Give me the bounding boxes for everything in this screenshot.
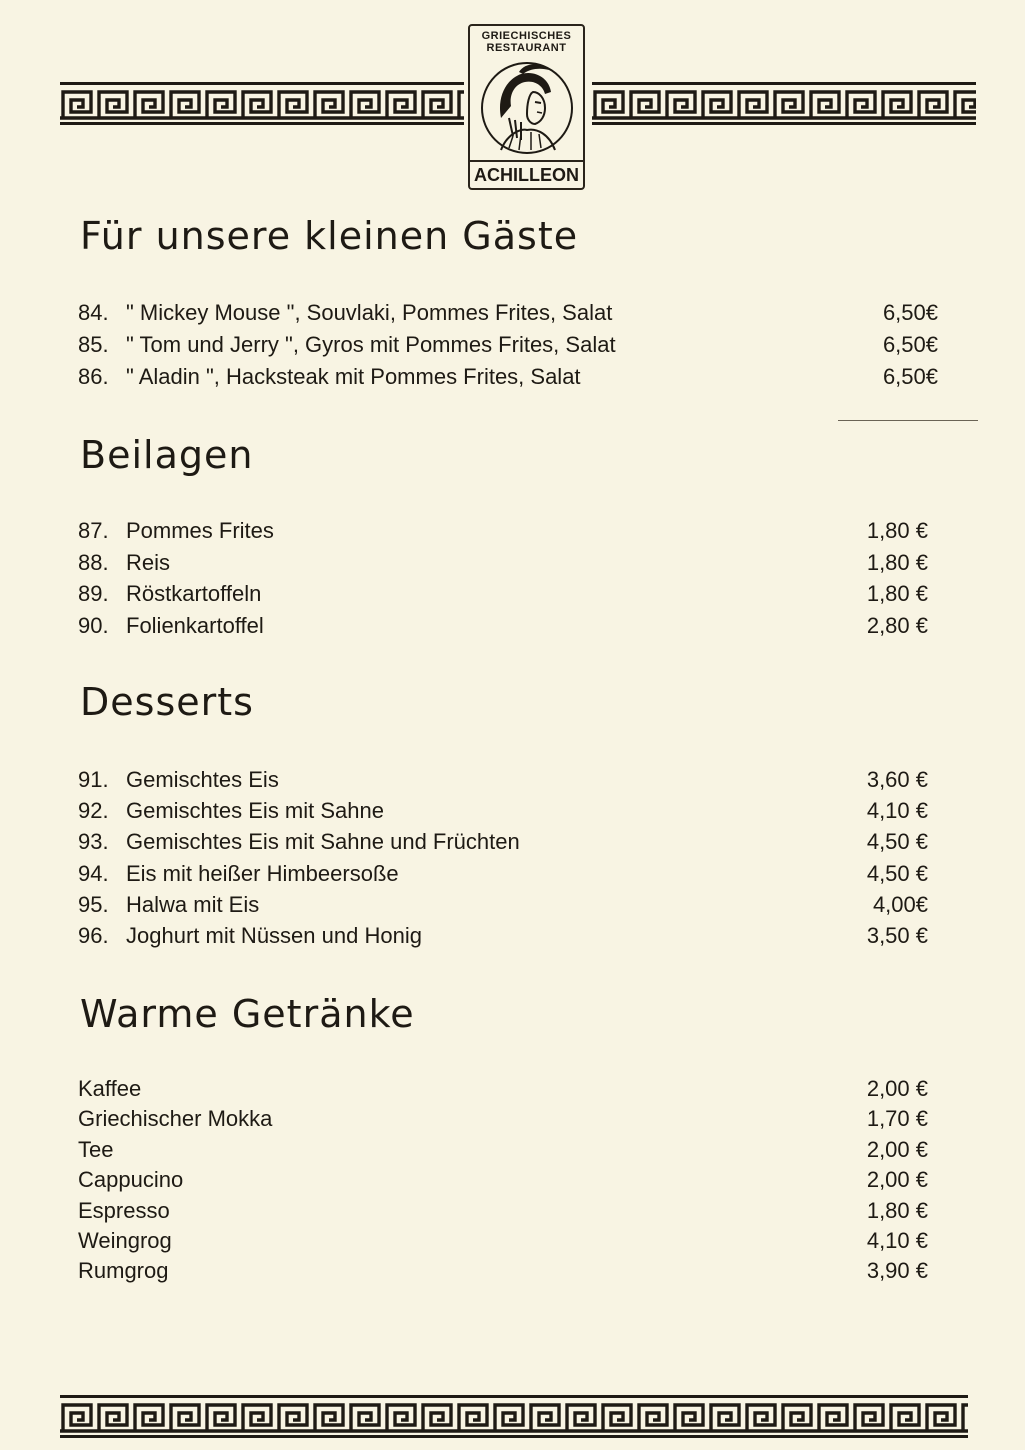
menu-item [78, 297, 938, 329]
item-price: 4,00€ [872, 891, 928, 917]
item-price: 1,70 € [866, 1106, 928, 1132]
item-number: 93. [78, 829, 109, 855]
item-number: 86. [78, 364, 109, 389]
menu-item [78, 515, 938, 547]
menu-item [78, 889, 938, 920]
greek-key-border-top-right [592, 88, 976, 120]
item-price: 4,10 € [866, 798, 928, 824]
menu-item [78, 1255, 938, 1285]
item-price: 4,10 € [866, 1227, 928, 1253]
item-number: 84. [78, 300, 109, 325]
item-name: Pommes Frites [126, 518, 274, 543]
item-number: 85. [78, 332, 109, 357]
item-price: 2,00 € [866, 1136, 928, 1162]
menu-item [78, 826, 938, 857]
item-price: 1,80 € [866, 518, 928, 543]
logo-restaurant-name: ACHILLEON [470, 160, 583, 188]
item-price: 6,50€ [882, 300, 938, 325]
item-name: Tee [78, 1136, 114, 1162]
item-price: 2,00 € [866, 1167, 928, 1193]
sides-menu-list [78, 515, 938, 641]
item-price: 3,60 € [866, 767, 928, 792]
menu-item [78, 858, 938, 889]
menu-item [78, 920, 938, 951]
item-number: 94. [78, 860, 109, 886]
warm-drinks-menu-list [78, 1073, 938, 1286]
desserts-menu-list [78, 764, 938, 951]
item-name: Griechischer Mokka [78, 1106, 273, 1132]
item-number: 87. [78, 518, 109, 543]
item-price: 6,50€ [882, 332, 938, 357]
item-name: Weingrog [78, 1227, 172, 1253]
greek-key-border-bottom [60, 1401, 968, 1433]
greek-warrior-helmet-icon [479, 58, 575, 158]
menu-item [78, 1134, 938, 1164]
item-name: " Tom und Jerry ", Gyros mit Pommes Frites, Salat [126, 332, 616, 357]
section-title-warm-drinks: Warme Getränke [80, 992, 415, 1036]
item-price: 4,50 € [866, 860, 928, 886]
menu-item [78, 329, 938, 361]
item-number: 90. [78, 612, 109, 638]
item-price: 3,50 € [866, 922, 928, 948]
item-name: Espresso [78, 1197, 170, 1223]
item-name: Cappucino [78, 1167, 184, 1193]
logo-line-2: RESTAURANT [486, 42, 567, 54]
item-price: 1,80 € [866, 581, 928, 606]
item-price: 1,80 € [866, 549, 928, 575]
section-title-sides: Beilagen [80, 433, 254, 477]
item-number: 92. [78, 798, 109, 824]
menu-item [78, 610, 938, 642]
menu-item [78, 1195, 938, 1225]
greek-key-border-top-left [60, 88, 464, 120]
item-name: Joghurt mit Nüssen und Honig [126, 922, 422, 948]
item-number: 89. [78, 581, 109, 606]
menu-item [78, 1225, 938, 1255]
item-name: Kaffee [78, 1076, 142, 1101]
item-number: 96. [78, 922, 109, 948]
item-name: Eis mit heißer Himbeersoße [126, 860, 399, 886]
menu-item [78, 361, 938, 393]
section-title-kids: Für unsere kleinen Gäste [80, 214, 579, 258]
item-number: 91. [78, 767, 109, 792]
menu-item [78, 1103, 938, 1133]
item-name: Röstkartoffeln [126, 581, 262, 606]
item-number: 88. [78, 549, 109, 575]
item-price: 4,50 € [866, 829, 928, 855]
menu-item [78, 764, 938, 795]
menu-item [78, 1164, 938, 1194]
section-title-desserts: Desserts [80, 680, 254, 724]
kids-menu-list [78, 297, 938, 393]
item-name: Gemischtes Eis mit Sahne und Früchten [126, 829, 520, 855]
item-price: 2,80 € [866, 612, 928, 638]
divider-line [838, 420, 978, 421]
item-name: Reis [126, 549, 171, 575]
item-number: 95. [78, 891, 109, 917]
item-price: 6,50€ [882, 364, 938, 389]
menu-item [78, 578, 938, 610]
item-price: 3,90 € [866, 1258, 928, 1284]
item-name: Gemischtes Eis [126, 767, 279, 792]
restaurant-logo [468, 24, 585, 190]
menu-item [78, 1073, 938, 1103]
item-name: " Aladin ", Hacksteak mit Pommes Frites, Salat [126, 364, 581, 389]
item-name: Folienkartoffel [126, 612, 264, 638]
item-name: Rumgrog [78, 1258, 169, 1284]
item-name: " Mickey Mouse ", Souvlaki, Pommes Frites, Salat [126, 300, 613, 325]
item-price: 2,00 € [866, 1076, 928, 1101]
item-price: 1,80 € [866, 1197, 928, 1223]
item-name: Halwa mit Eis [126, 891, 260, 917]
menu-item [78, 547, 938, 579]
menu-item [78, 795, 938, 826]
logo-line-1: GRIECHISCHES [481, 30, 572, 42]
item-name: Gemischtes Eis mit Sahne [126, 798, 384, 824]
